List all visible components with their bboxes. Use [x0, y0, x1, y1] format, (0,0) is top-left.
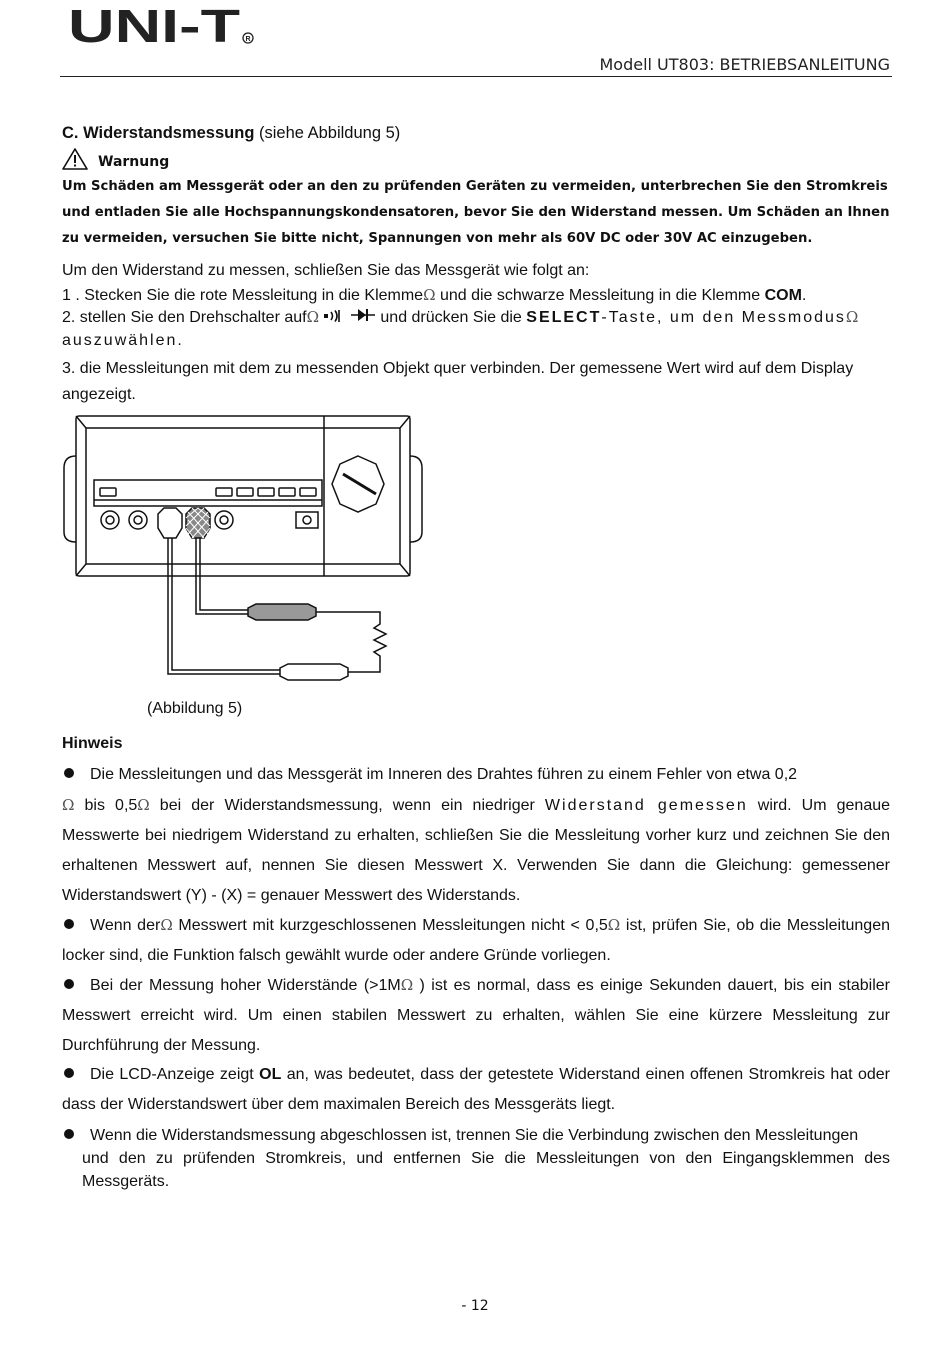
svg-text:R: R [245, 36, 251, 43]
warning-text: Um Schäden am Messgerät oder an den zu prüfenden Geräten zu vermeiden, unterbrechen Sie den Stromkreis und entladen Sie alle Hochspannungskondensatoren, bevor Sie den Widerstand messen. Um Schäden an Ihnen zu vermeiden, versuchen Sie bitte nicht, Spannungen von mehr als 60V DC oder 30V AC einzugeben. [62, 179, 890, 246]
bullet-icon [64, 768, 74, 778]
bullet-icon [64, 979, 74, 989]
note-3: Bei der Messung hoher Widerstände (>1MΩ ) ist es normal, dass es einige Sekunden dauert, bis ein stabiler Messwert erreicht wird. Um einen stabilen Messwert zu erhalten, wählen Sie eine kürzere Messleitung zur Durchführung der Messung. [62, 976, 890, 1054]
brand-logo [68, 4, 256, 46]
warning-heading [62, 148, 169, 175]
note-1: Die Messleitungen und das Messgerät im Inneren des Drahtes führen zu einem Fehler von etwa 0,2 Ω bis 0,5Ω bei der Widerstandsmessung, wenn ein niedriger Widerstand gemessen wird. Um genaue Messwerte bei niedrigem Widerstand zu erhalten, schließen Sie die Messleitung vorher kurz und zeichnen Sie den erhaltenen Messwert auf, nennen Sie diesen Messwert X. Verwenden Sie dann die Gleichung: gemessener Widerstandswert (Y) - (X) = genauer Messwert des Widerstands. [62, 766, 891, 904]
page-number: - 12 [461, 1298, 489, 1314]
note-5: Wenn die Widerstandsmessung abgeschlossen ist, trennen Sie die Verbindung zwischen den Messleitungen und den zu prüfenden Stromkreis, und entfernen Sie die Messleitungen von den Eingangsklemmen des Messgeräts. [62, 1124, 890, 1193]
note-4: Die LCD-Anzeige zeigt OL an, was bedeutet, dass der getestete Widerstand einen offenen Stromkreis hat oder dass der Widerstandswert über dem maximalen Bereich des Messgeräts liegt. [62, 1066, 891, 1113]
svg-text:UNI-T: UNI-T [68, 4, 240, 46]
step-2-continued: auszuwählen. [62, 332, 184, 349]
figure-caption: (Abbildung 5) [147, 700, 243, 717]
section-title: C. Widerstandsmessung (siehe Abbildung 5) [62, 124, 401, 142]
header-divider [60, 76, 892, 77]
step-1: 1 . Stecken Sie die rote Messleitung in die KlemmeΩ und die schwarze Messleitung in die Klemme COM. [62, 286, 807, 304]
manual-title: Modell UT803: BETRIEBSANLEITUNG [599, 55, 890, 74]
meter-connection-figure [58, 408, 438, 688]
bullet-icon [64, 1129, 74, 1139]
diode-icon [350, 307, 376, 329]
notes-heading: Hinweis [62, 735, 123, 752]
note-2: Wenn derΩ Messwert mit kurzgeschlossenen Messleitungen nicht < 0,5Ω ist, prüfen Sie, ob die Messleitungen locker sind, die Funktion falsch gewählt wurde oder andere Gründe vorliegen. [62, 916, 891, 964]
step-3: 3. die Messleitungen mit dem zu messenden Objekt quer verbinden. Der gemessene Wert wird auf dem Display angezeigt. [62, 360, 854, 403]
step-2: 2. stellen Sie den Drehschalter aufΩ und drücken Sie die SELECT-Taste, um den MessmodusΩ [62, 306, 890, 329]
warning-label: Warnung [98, 153, 170, 170]
steps-intro: Um den Widerstand zu messen, schließen Sie das Messgerät wie folgt an: [62, 262, 590, 279]
bullet-icon [64, 1068, 74, 1078]
warning-triangle-icon [62, 148, 88, 175]
continuity-beeper-icon [323, 307, 345, 329]
bullet-icon [64, 919, 74, 929]
